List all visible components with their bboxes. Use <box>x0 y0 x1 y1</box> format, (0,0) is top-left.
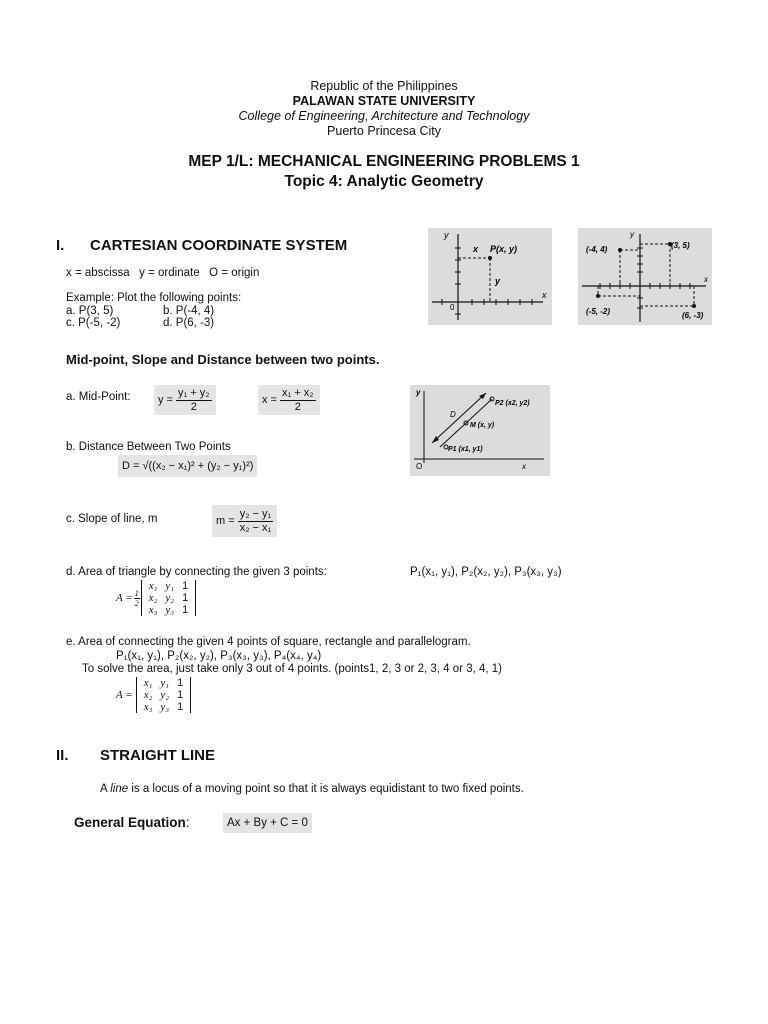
graph1-x-axis-label: x <box>542 290 547 300</box>
distance-formula: D = √((x₂ − x₁)² + (y₂ − y₁)²) <box>118 455 257 477</box>
general-equation-text: General Equation <box>74 815 186 830</box>
quad-determinant <box>136 677 192 713</box>
graph1-y-axis-label: y <box>444 230 449 240</box>
det-cell: 1 <box>177 689 184 701</box>
det-cell: y₃ <box>165 604 175 616</box>
example-point-b: b. P(-4, 4) <box>163 305 215 317</box>
det-cell: x₁ <box>148 580 158 592</box>
plotted-points-graph <box>578 228 712 325</box>
section1-number: I. <box>56 237 65 254</box>
header-college: College of Engineering, Architecture and Technology <box>238 109 530 123</box>
graph3-x-axis-label: x <box>522 462 526 471</box>
midpoint-x-denominator: 2 <box>294 400 301 413</box>
midpoint-x-lhs: x = <box>262 394 277 406</box>
one-half-fraction <box>134 589 140 608</box>
quad-area-label: e. Area of connecting the given 4 points of square, rectangle and parallelogram. <box>66 636 471 648</box>
coordinate-definitions: x = abscissa y = ordinate O = origin <box>66 267 260 279</box>
triangle-area-label: d. Area of triangle by connecting the given 3 points: <box>66 566 327 578</box>
det-cell: 1 <box>177 701 184 713</box>
midpoint-graph <box>410 385 550 476</box>
line-def-prefix: A <box>100 783 111 795</box>
midpoint-y-lhs: y = <box>158 394 173 406</box>
graph2-x-axis-label: x <box>704 275 708 284</box>
graph1-y-mark: y <box>495 276 501 286</box>
triangle-area-lhs: A = <box>116 592 133 604</box>
midpoint-label: a. Mid-Point: <box>66 391 131 403</box>
quad-area-lhs: A = <box>116 689 133 701</box>
det-cell: y₁ <box>160 677 170 689</box>
section2-number: II. <box>56 747 69 764</box>
example-label: Example: Plot the following points: <box>66 292 242 304</box>
midpoint-y-numerator: y₁ + y₂ <box>178 386 210 399</box>
slope-numerator: y₂ − y₁ <box>239 507 272 520</box>
det-cell: x₁ <box>143 677 153 689</box>
midpoint-x-fraction <box>280 387 316 414</box>
det-cell: y₁ <box>165 580 175 592</box>
graph3-p1-label: P1 (x1, y1) <box>448 446 483 453</box>
course-title: MEP 1/L: MECHANICAL ENGINEERING PROBLEMS 1 <box>188 153 580 170</box>
example-point-a: a. P(3, 5) <box>66 305 114 317</box>
det-cell: x₂ <box>148 592 158 604</box>
graph2-y-axis-label: y <box>630 230 634 239</box>
header-university: PALAWAN STATE UNIVERSITY <box>292 94 476 108</box>
graph3-y-axis-label: y <box>416 388 421 397</box>
line-def-rest: is a locus of a moving point so that it is always equidistant to two fixed points. <box>128 783 524 795</box>
triangle-determinant <box>141 580 197 616</box>
slope-formula <box>212 505 277 537</box>
midpoint-y-fraction <box>176 387 212 414</box>
triangle-points: P₁(x₁, y₁), P₂(x₂, y₂), P₃(x₃, y₃) <box>410 566 562 578</box>
midpoint-x-formula <box>258 385 320 415</box>
det-cell: y₃ <box>160 701 170 713</box>
midpoint-x-numerator: x₁ + x₂ <box>282 386 314 399</box>
quad-area-formula <box>116 677 191 713</box>
section1-heading: CARTESIAN COORDINATE SYSTEM <box>90 237 348 254</box>
graph3-p2-label: P2 (x2, y2) <box>495 400 530 407</box>
det-cell: 1 <box>182 592 189 604</box>
graph1-x-mark: x <box>473 244 479 254</box>
det-cell: y₂ <box>165 592 175 604</box>
graph3-m-label: M (x, y) <box>470 422 495 429</box>
graph3-d-label: D <box>450 410 456 419</box>
midpoint-y-denominator: 2 <box>190 400 197 413</box>
det-cell: 1 <box>182 604 189 616</box>
example-point-c: c. P(-5, -2) <box>66 317 121 329</box>
slope-denominator: x₂ − x₁ <box>239 521 272 534</box>
cartesian-point-graph <box>428 228 552 325</box>
graph3-origin-label: O <box>416 462 423 471</box>
topic-title: Topic 4: Analytic Geometry <box>284 173 484 190</box>
graph2-point-q2-label: (-4, 4) <box>586 245 608 254</box>
header-republic: Republic of the Philippines <box>310 79 458 93</box>
midpoint-y-formula <box>154 385 216 415</box>
slope-label: c. Slope of line, m <box>66 513 158 525</box>
det-cell: 1 <box>182 580 189 592</box>
graph2-point-q1-label: (3, 5) <box>671 241 690 250</box>
header-city: Puerto Princesa City <box>327 124 441 138</box>
one-half-denominator: 2 <box>134 598 139 608</box>
section2-heading: STRAIGHT LINE <box>100 747 215 764</box>
det-cell: 1 <box>177 677 184 689</box>
graph2-point-q4-label: (6, -3) <box>682 311 704 320</box>
det-cell: y₂ <box>160 689 170 701</box>
graph2-point-q3-label: (-5, -2) <box>586 307 610 316</box>
triangle-area-formula <box>116 580 196 616</box>
general-equation-colon: : <box>185 815 190 830</box>
quad-note: To solve the area, just take only 3 out of 4 points. (points1, 2, 3 or 2, 3, 4 or 3, 4, 1) <box>82 663 502 675</box>
general-equation-formula: Ax + By + C = 0 <box>223 813 312 833</box>
graph1-point-label: P(x, y) <box>490 244 518 254</box>
quad-points: P₁(x₁, y₁), P₂(x₂, y₂), P₃(x₃, y₃), P₄(x₄, y₄) <box>116 650 322 662</box>
det-cell: x₂ <box>143 689 153 701</box>
slope-fraction <box>238 508 274 535</box>
slope-lhs: m = <box>216 515 235 527</box>
general-equation-label <box>74 815 190 830</box>
midpoint-heading: Mid-point, Slope and Distance between two points. <box>66 352 380 367</box>
det-cell: x₃ <box>143 701 153 713</box>
line-definition <box>100 783 524 795</box>
det-cell: x₃ <box>148 604 158 616</box>
example-point-d: d. P(6, -3) <box>163 317 215 329</box>
one-half-numerator: 1 <box>134 588 139 598</box>
line-def-term: line <box>110 783 129 795</box>
distance-label: b. Distance Between Two Points <box>66 441 231 453</box>
graph1-origin-label: 0 <box>450 303 455 312</box>
